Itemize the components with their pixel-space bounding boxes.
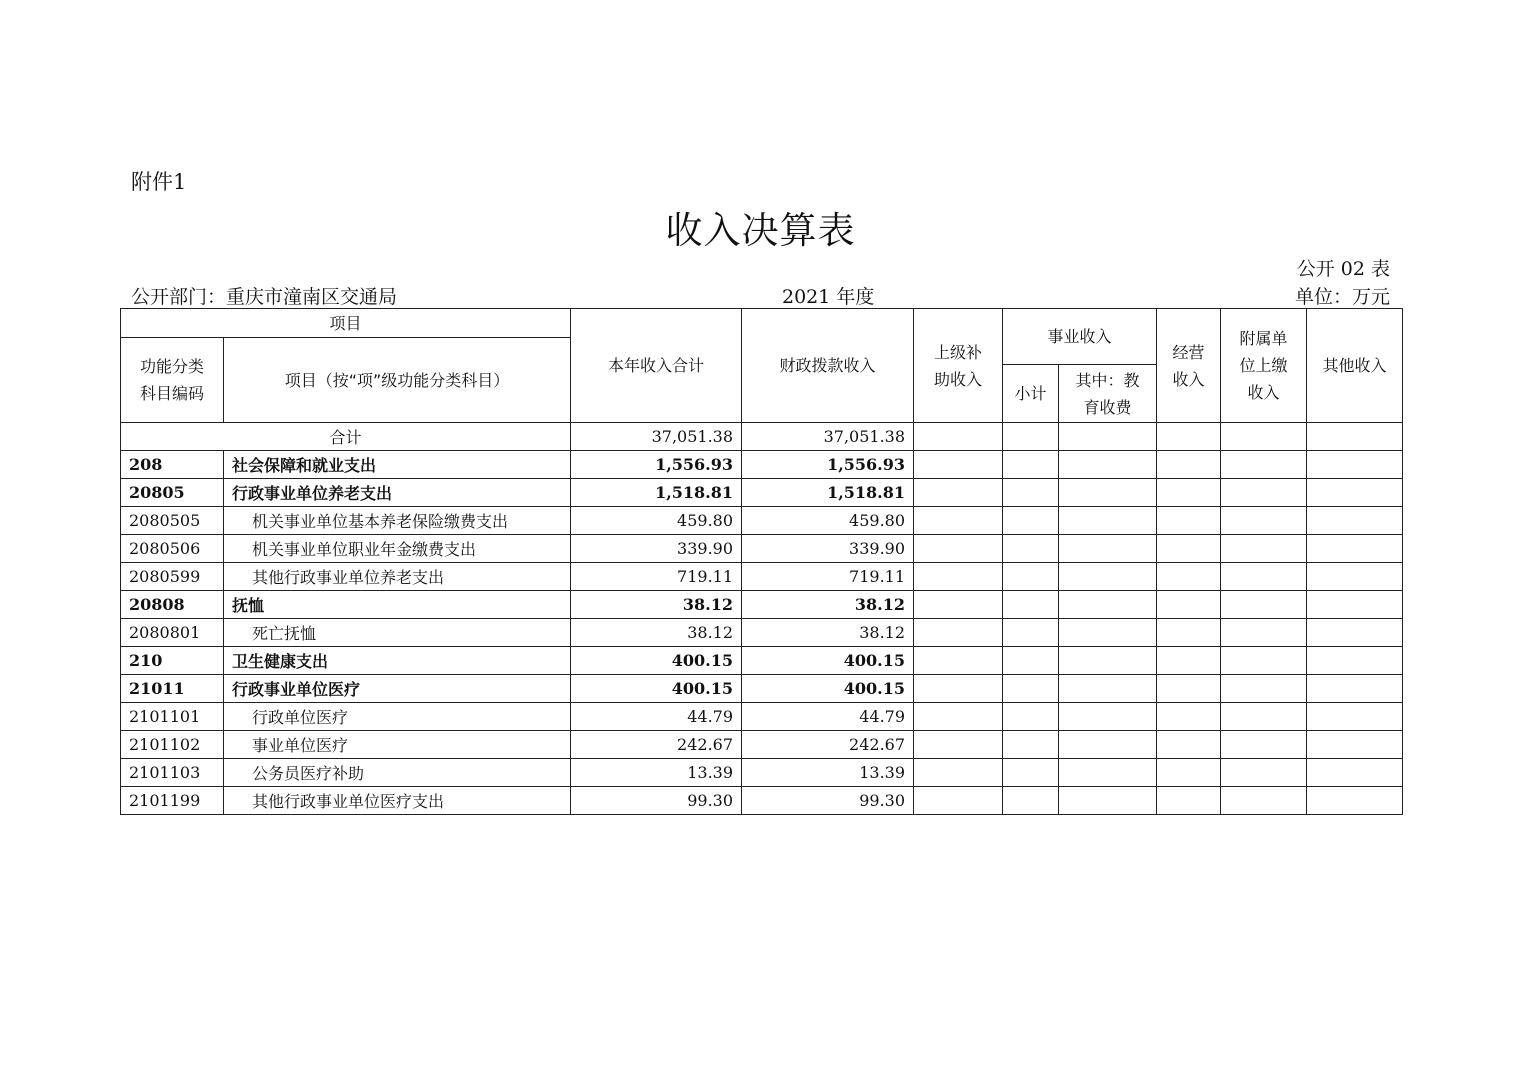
empty-cell (1221, 479, 1307, 507)
row-name: 其他行政事业单位养老支出 (224, 563, 571, 591)
empty-cell (1157, 591, 1221, 619)
table-row (121, 675, 1403, 703)
empty-cell (1003, 703, 1059, 731)
table-row (121, 451, 1403, 479)
empty-cell (914, 563, 1003, 591)
empty-cell (1157, 731, 1221, 759)
row-total: 1,556.93 (571, 451, 742, 479)
empty-cell (1157, 619, 1221, 647)
empty-cell (1221, 451, 1307, 479)
empty-cell (1059, 787, 1157, 815)
row-code: 2101102 (121, 731, 224, 759)
row-code: 2080506 (121, 535, 224, 563)
row-name: 行政事业单位养老支出 (224, 479, 571, 507)
row-code: 2080801 (121, 619, 224, 647)
empty-cell (1307, 507, 1403, 535)
empty-cell (1307, 731, 1403, 759)
empty-cell (1307, 703, 1403, 731)
row-fiscal: 719.11 (742, 563, 914, 591)
empty-cell (914, 759, 1003, 787)
header-name: 项目（按“项”级功能分类科目） (224, 338, 571, 423)
row-code: 20808 (121, 591, 224, 619)
table-row (121, 591, 1403, 619)
empty-cell (1307, 535, 1403, 563)
empty-cell (1221, 675, 1307, 703)
empty-cell (1157, 759, 1221, 787)
row-fiscal: 400.15 (742, 647, 914, 675)
row-code: 20805 (121, 479, 224, 507)
empty-cell (1307, 451, 1403, 479)
empty-cell (914, 619, 1003, 647)
empty-cell (1003, 451, 1059, 479)
row-name: 其他行政事业单位医疗支出 (224, 787, 571, 815)
header-item: 项目 (121, 309, 571, 338)
row-fiscal: 242.67 (742, 731, 914, 759)
empty-cell (1003, 731, 1059, 759)
empty-cell (1003, 759, 1059, 787)
empty-cell (1003, 535, 1059, 563)
header-subtotal: 小计 (1003, 365, 1059, 423)
empty-cell (1003, 591, 1059, 619)
total-row (121, 423, 1403, 451)
empty-cell (1059, 507, 1157, 535)
row-name: 社会保障和就业支出 (224, 451, 571, 479)
table-row (121, 647, 1403, 675)
header-business: 事业收入 (1003, 309, 1157, 365)
table-row (121, 703, 1403, 731)
row-fiscal: 99.30 (742, 787, 914, 815)
empty-cell (1221, 563, 1307, 591)
header-operating: 经营收入 (1157, 309, 1221, 423)
empty-cell (1221, 507, 1307, 535)
empty-cell (1059, 703, 1157, 731)
table-row (121, 787, 1403, 815)
row-fiscal: 339.90 (742, 535, 914, 563)
row-fiscal: 13.39 (742, 759, 914, 787)
income-table (120, 308, 1403, 815)
row-total: 44.79 (571, 703, 742, 731)
table-number: 公开 02 表 (1296, 258, 1390, 280)
row-name: 抚恤 (224, 591, 571, 619)
row-name: 机关事业单位基本养老保险缴费支出 (224, 507, 571, 535)
empty-cell (1157, 563, 1221, 591)
empty-cell (1059, 619, 1157, 647)
empty-cell (1221, 787, 1307, 815)
empty-cell (1157, 703, 1221, 731)
row-total: 1,518.81 (571, 479, 742, 507)
empty-cell (1003, 619, 1059, 647)
row-total: 13.39 (571, 759, 742, 787)
department-label: 公开部门：重庆市潼南区交通局 (131, 286, 398, 308)
row-fiscal: 44.79 (742, 703, 914, 731)
empty-cell (1221, 647, 1307, 675)
empty-cell (1157, 507, 1221, 535)
empty-cell (914, 787, 1003, 815)
row-fiscal: 1,556.93 (742, 451, 914, 479)
row-name: 死亡抚恤 (224, 619, 571, 647)
table-row (121, 507, 1403, 535)
header-other: 其他收入 (1307, 309, 1403, 423)
table-row (121, 731, 1403, 759)
empty-cell (1059, 675, 1157, 703)
empty-cell (914, 647, 1003, 675)
year-label: 2021 年度 (782, 286, 875, 308)
empty-cell (914, 591, 1003, 619)
empty-cell (1307, 479, 1403, 507)
empty-cell (914, 451, 1003, 479)
empty-cell (1307, 619, 1403, 647)
row-total: 459.80 (571, 507, 742, 535)
empty-cell (914, 479, 1003, 507)
row-name: 公务员医疗补助 (224, 759, 571, 787)
empty-cell (1221, 591, 1307, 619)
row-code: 208 (121, 451, 224, 479)
empty-cell (1307, 591, 1403, 619)
empty-cell (914, 731, 1003, 759)
table-row (121, 479, 1403, 507)
empty-cell (1307, 563, 1403, 591)
empty-cell (1003, 647, 1059, 675)
empty-cell (1003, 787, 1059, 815)
empty-cell (1221, 759, 1307, 787)
attachment-label: 附件1 (131, 170, 187, 194)
header-total: 本年收入合计 (571, 309, 742, 423)
empty-cell (1003, 675, 1059, 703)
empty-cell (914, 507, 1003, 535)
row-name: 机关事业单位职业年金缴费支出 (224, 535, 571, 563)
row-total: 38.12 (571, 619, 742, 647)
empty-cell (1221, 619, 1307, 647)
empty-cell (1221, 731, 1307, 759)
row-total: 99.30 (571, 787, 742, 815)
row-fiscal: 38.12 (742, 619, 914, 647)
row-fiscal: 38.12 (742, 591, 914, 619)
empty-cell (1003, 507, 1059, 535)
header-superior: 上级补助收入 (914, 309, 1003, 423)
row-fiscal: 400.15 (742, 675, 914, 703)
row-name: 卫生健康支出 (224, 647, 571, 675)
empty-cell (1307, 647, 1403, 675)
header-fiscal: 财政拨款收入 (742, 309, 914, 423)
row-fiscal: 459.80 (742, 507, 914, 535)
empty-cell (1157, 675, 1221, 703)
empty-cell (1059, 759, 1157, 787)
empty-cell (1059, 535, 1157, 563)
unit-label: 单位：万元 (1294, 286, 1390, 308)
table-row (121, 563, 1403, 591)
empty-cell (1003, 563, 1059, 591)
header-affiliated: 附属单位上缴收入 (1221, 309, 1307, 423)
empty-cell (1157, 479, 1221, 507)
row-code: 2101199 (121, 787, 224, 815)
header-edu: 其中：教育收费 (1059, 365, 1157, 423)
row-name: 行政事业单位医疗 (224, 675, 571, 703)
total-amount: 37,051.38 (571, 423, 742, 451)
empty-cell (1157, 535, 1221, 563)
table-row (121, 535, 1403, 563)
empty-cell (1157, 647, 1221, 675)
row-code: 2080505 (121, 507, 224, 535)
row-total: 400.15 (571, 675, 742, 703)
empty-cell (1059, 451, 1157, 479)
row-code: 2101103 (121, 759, 224, 787)
empty-cell (1059, 479, 1157, 507)
empty-cell (1221, 535, 1307, 563)
page-title: 收入决算表 (665, 209, 856, 252)
row-total: 400.15 (571, 647, 742, 675)
empty-cell (1157, 787, 1221, 815)
table-row (121, 759, 1403, 787)
empty-cell (914, 535, 1003, 563)
empty-cell (914, 703, 1003, 731)
row-total: 339.90 (571, 535, 742, 563)
empty-cell (1307, 787, 1403, 815)
total-label: 合计 (121, 423, 571, 451)
row-name: 行政单位医疗 (224, 703, 571, 731)
table-body (121, 451, 1403, 815)
row-code: 21011 (121, 675, 224, 703)
row-name: 事业单位医疗 (224, 731, 571, 759)
empty-cell (1157, 451, 1221, 479)
row-code: 210 (121, 647, 224, 675)
total-fiscal: 37,051.38 (742, 423, 914, 451)
row-code: 2080599 (121, 563, 224, 591)
empty-cell (1059, 731, 1157, 759)
empty-cell (1307, 759, 1403, 787)
row-total: 719.11 (571, 563, 742, 591)
row-code: 2101101 (121, 703, 224, 731)
row-total: 242.67 (571, 731, 742, 759)
row-total: 38.12 (571, 591, 742, 619)
empty-cell (914, 675, 1003, 703)
empty-cell (1059, 563, 1157, 591)
row-fiscal: 1,518.81 (742, 479, 914, 507)
empty-cell (1307, 675, 1403, 703)
table-row (121, 619, 1403, 647)
empty-cell (1221, 703, 1307, 731)
empty-cell (1059, 591, 1157, 619)
header-code: 功能分类科目编码 (121, 338, 224, 423)
empty-cell (1059, 647, 1157, 675)
empty-cell (1003, 479, 1059, 507)
